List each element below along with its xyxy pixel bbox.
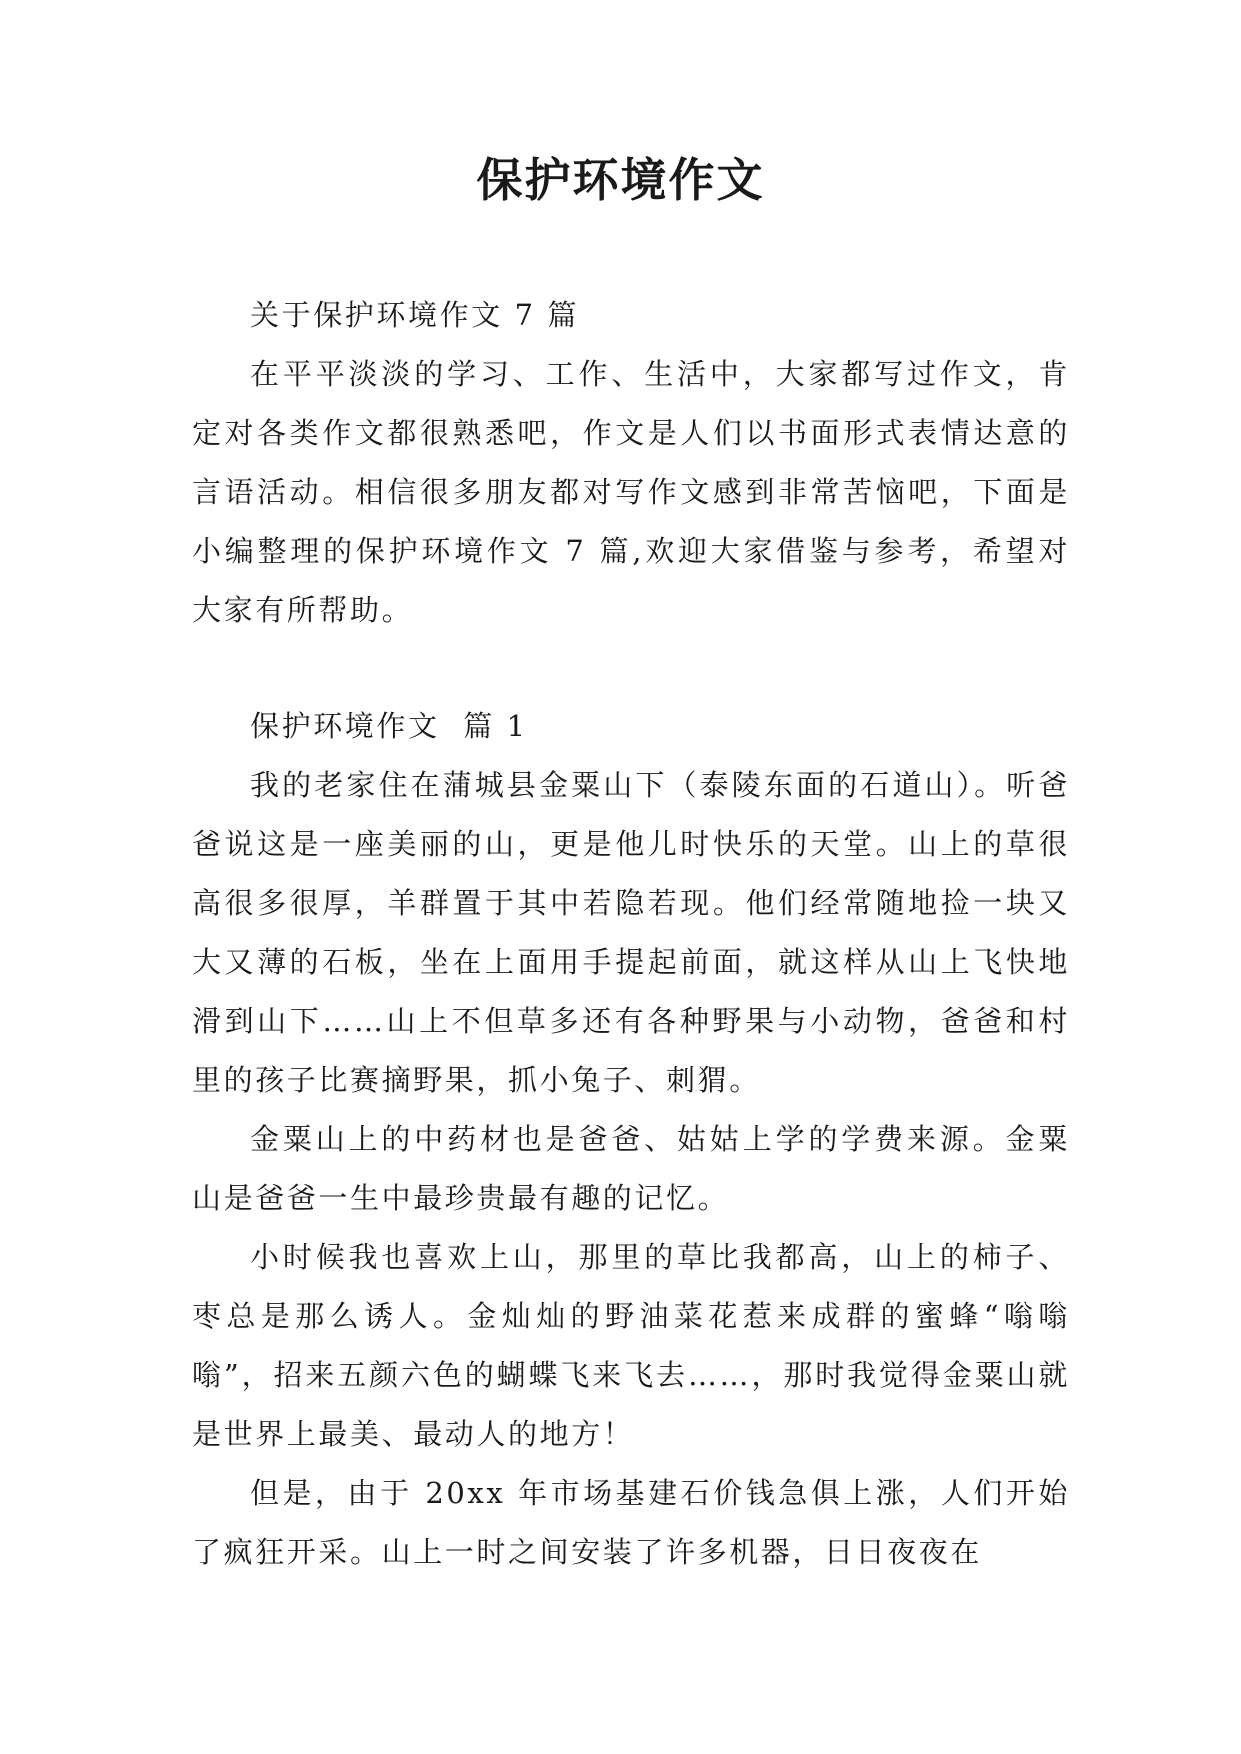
section-1-paragraph-4: 但是，由于 20xx 年市场基建石价钱急俱上涨，人们开始了疯狂开采。山上一时之间安装了许多机器，日日夜夜在 bbox=[192, 1476, 1070, 1569]
section-1-paragraph-1: 我的老家住在蒲城县金粟山下（泰陵东面的石道山）。听爸爸说这是一座美丽的山，更是他儿时快乐的天堂。山上的草很高很多很厚，羊群置于其中若隐若现。他们经常随地捡一块又大又薄的石板，坐在上面用手提起前面，就这样从山上飞快地滑到山下……山上不但草多还有各种野果与小动物，爸爸和村里的孩子比赛摘野果，抓小兔子、刺猬。 bbox=[192, 768, 1070, 1097]
section-1 bbox=[192, 697, 1070, 1582]
document-subtitle: 关于保护环境作文 7 篇 bbox=[250, 298, 580, 332]
document-title: 保护环境作文 bbox=[476, 153, 765, 207]
section-1-paragraph-2: 金粟山上的中药材也是爸爸、姑姑上学的学费来源。金粟山是爸爸一生中最珍贵最有趣的记忆。 bbox=[192, 1122, 1070, 1215]
intro-block bbox=[192, 286, 1070, 640]
section-1-heading: 保护环境作文 篇 1 bbox=[250, 709, 528, 743]
section-1-paragraph-3: 小时候我也喜欢上山，那里的草比我都高，山上的柿子、枣总是那么诱人。金灿灿的野油菜花惹来成群的蜜蜂“嗡嗡嗡”，招来五颜六色的蝴蝶飞来飞去……，那时我觉得金粟山就是世界上最美、最动人的地方！ bbox=[192, 1240, 1070, 1451]
intro-paragraph: 在平平淡淡的学习、工作、生活中，大家都写过作文，肯定对各类作文都很熟悉吧，作文是人们以书面形式表情达意的言语活动。相信很多朋友都对写作文感到非常苦恼吧，下面是小编整理的保护环境作文 7 篇,欢迎大家借鉴与参考，希望对大家有所帮助。 bbox=[192, 357, 1070, 627]
